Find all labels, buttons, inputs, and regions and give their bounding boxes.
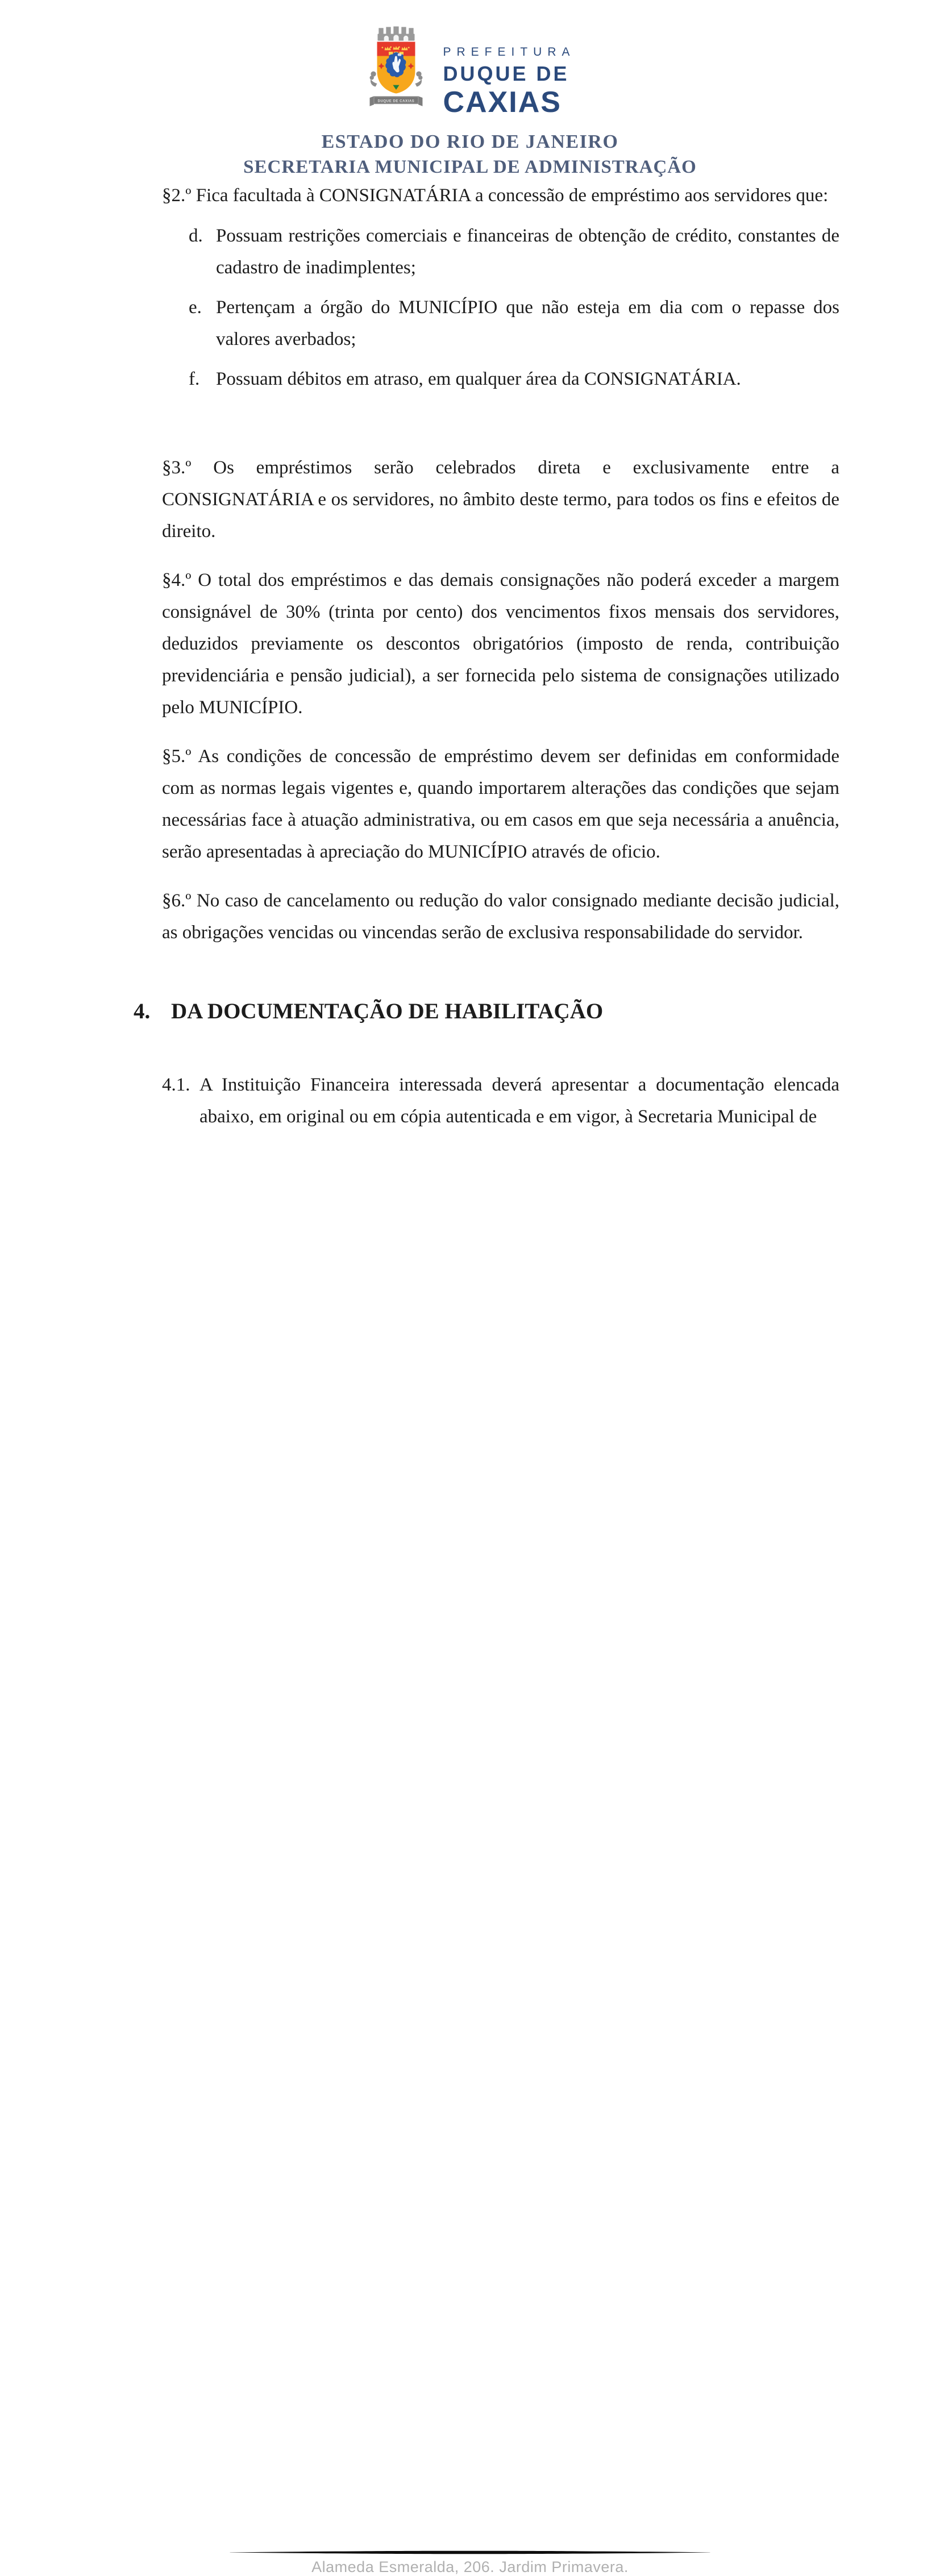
paragraph-2: §2.º Fica facultada à CONSIGNATÁRIA a concessão de empréstimo aos servidores que: xyxy=(162,185,829,206)
state-title: ESTADO DO RIO DE JANEIRO xyxy=(321,131,619,152)
footer-address: Alameda Esmeralda, 206. Jardim Primavera. xyxy=(311,2558,629,2575)
coat-of-arms-icon xyxy=(364,23,428,113)
section-4-heading xyxy=(134,997,839,1026)
list-text-e: Pertençam a órgão do MUNICÍPIO que não esteja em dia com o repasse dos valores averbados; xyxy=(216,297,839,349)
logo-block xyxy=(0,23,940,117)
list-marker-d: d. xyxy=(189,226,203,246)
list-item-f xyxy=(162,363,839,395)
crest-banner-text: DUQUE DE CAXIAS xyxy=(378,99,415,103)
city-wordmark xyxy=(443,45,575,117)
document-body xyxy=(134,180,839,1133)
list-marker-e: e. xyxy=(189,297,202,318)
paragraph-4: §4.º O total dos empréstimos e das demais consignações não poderá exceder a margem consignável de 30% (trinta por cento) dos vencimentos fixos mensais dos servidores, deduzidos previamente os descontos obrigatórios (imposto de renda, contribuição previdenciária e pensão judicial), a ser fornecida pelo sistema de consignações utilizado pelo MUNICÍPIO. xyxy=(162,570,839,718)
letterhead xyxy=(0,23,940,178)
wordmark-caxias: CAXIAS xyxy=(443,86,561,119)
section-4-number: 4. xyxy=(134,999,151,1023)
list-text-d: Possuam restrições comerciais e financeiras de obtenção de crédito, constantes de cadastro de inadimplentes; xyxy=(216,226,839,278)
item-4-1-text: A Instituição Financeira interessada deverá apresentar a documentação elencada abaixo, em original ou em cópia autenticada e em vigor, à Secretaria Municipal de xyxy=(199,1075,839,1127)
list-item-e xyxy=(162,292,839,355)
paragraph-5: §5.º As condições de concessão de empréstimo devem ser definidas em conformidade com as normas legais vigentes e, quando importarem alterações das condições que sejam necessárias face à atuação administrativa, ou em casos em que seja necessária a anuência, serão apresentadas à apreciação do MUNICÍPIO através de oficio. xyxy=(162,746,839,862)
footer-divider xyxy=(230,2550,710,2554)
department-title: SECRETARIA MUNICIPAL DE ADMINISTRAÇÃO xyxy=(243,157,697,177)
paragraph-6: §6.º No caso de cancelamento ou redução do valor consignado mediante decisão judicial, as obrigações vencidas ou vincendas serão de exclusiva responsabilidade do servidor. xyxy=(162,890,839,943)
list-text-f: Possuam débitos em atraso, em qualquer área da CONSIGNATÁRIA. xyxy=(216,369,741,389)
section-4-title: DA DOCUMENTAÇÃO DE HABILITAÇÃO xyxy=(171,999,604,1023)
list-marker-f: f. xyxy=(189,369,200,389)
list-item-d xyxy=(162,220,839,284)
item-4-1 xyxy=(162,1069,839,1133)
wordmark-prefeitura: PREFEITURA xyxy=(443,45,576,59)
wordmark-duque-de: DUQUE DE xyxy=(443,62,569,85)
paragraph-3: §3.º Os empréstimos serão celebrados direta e exclusivamente entre a CONSIGNATÁRIA e os servidores, no âmbito deste termo, para todos os fins e efeitos de direito. xyxy=(162,457,839,542)
item-4-1-marker: 4.1. xyxy=(162,1075,190,1095)
